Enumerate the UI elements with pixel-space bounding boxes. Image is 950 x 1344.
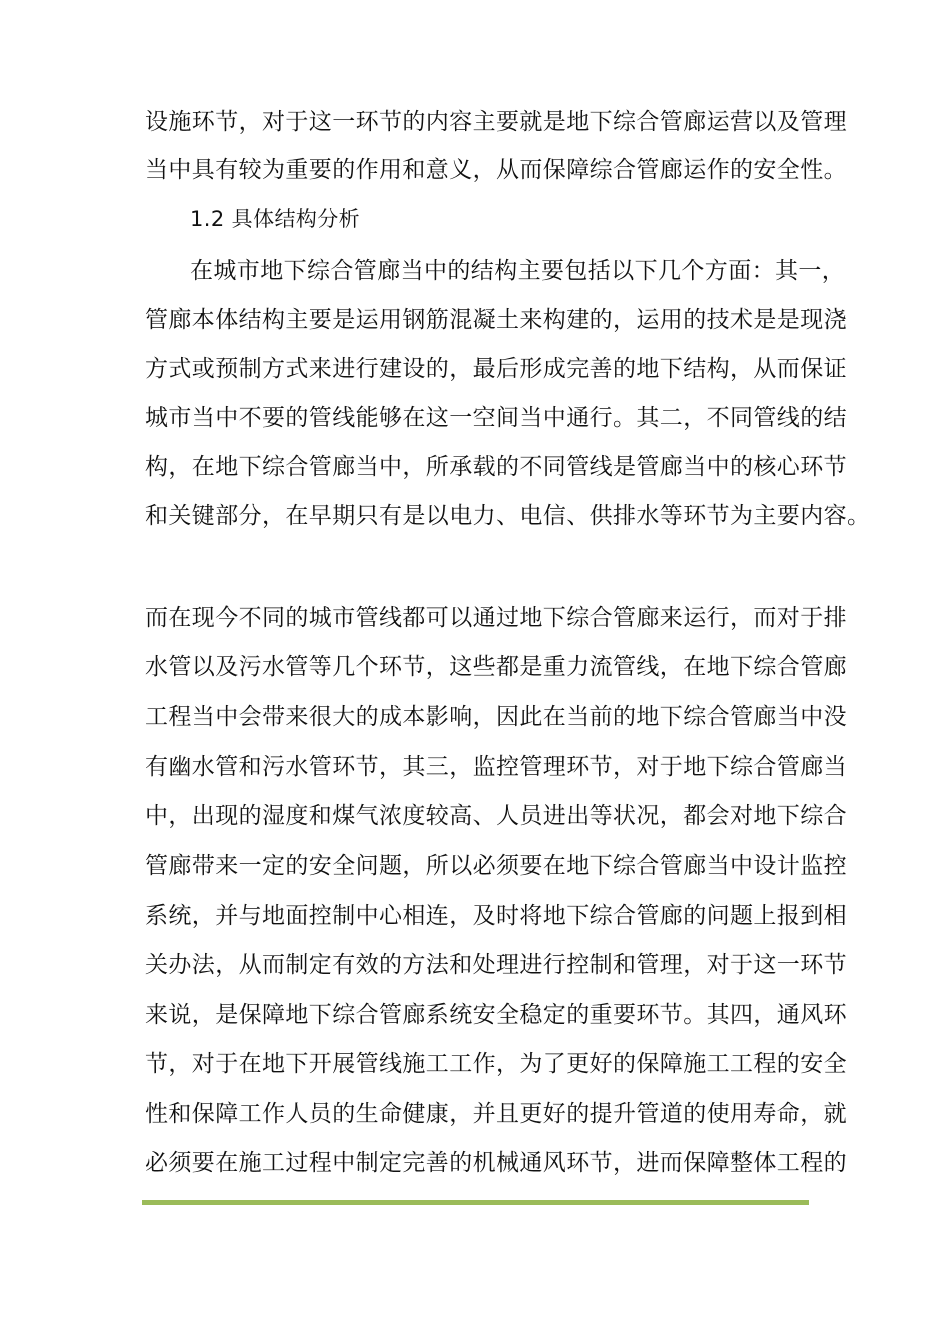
section-heading: 1.2 具体结构分析 [190, 207, 361, 231]
paragraph-line: 中，出现的湿度和煤气浓度较高、人员进出等状况，都会对地下综合 [145, 803, 847, 829]
paragraph-line: 关办法，从而制定有效的方法和处理进行控制和管理，对于这一环节 [145, 952, 847, 978]
footer-rule [142, 1200, 809, 1205]
paragraph-line: 和关键部分，在早期只有是以电力、电信、供排水等环节为主要内容。 [145, 503, 871, 529]
paragraph-line: 在城市地下综合管廊当中的结构主要包括以下几个方面：其一， [190, 258, 846, 284]
paragraph-line: 而在现今不同的城市管线都可以通过地下综合管廊来运行，而对于排 [145, 605, 847, 631]
paragraph-line: 性和保障工作人员的生命健康，并且更好的提升管道的使用寿命，就 [145, 1101, 847, 1127]
paragraph-line: 管廊带来一定的安全问题，所以必须要在地下综合管廊当中设计监控 [145, 853, 847, 879]
paragraph-line: 来说，是保障地下综合管廊系统安全稳定的重要环节。其四，通风环 [145, 1002, 847, 1028]
paragraph-line: 有幽水管和污水管环节，其三，监控管理环节，对于地下综合管廊当 [145, 754, 847, 780]
paragraph-line: 管廊本体结构主要是运用钢筋混凝土来构建的，运用的技术是是现浇 [145, 307, 847, 333]
paragraph-line: 系统，并与地面控制中心相连，及时将地下综合管廊的问题上报到相 [145, 903, 847, 929]
paragraph-line: 构，在地下综合管廊当中，所承载的不同管线是管廊当中的核心环节 [145, 454, 847, 480]
paragraph-line: 节，对于在地下开展管线施工工作，为了更好的保障施工工程的安全 [145, 1051, 847, 1077]
paragraph-line: 设施环节，对于这一环节的内容主要就是地下综合管廊运营以及管理 [145, 109, 847, 135]
paragraph-line: 工程当中会带来很大的成本影响，因此在当前的地下综合管廊当中没 [145, 704, 847, 730]
paragraph-line: 当中具有较为重要的作用和意义，从而保障综合管廊运作的安全性。 [145, 157, 847, 183]
paragraph-line: 水管以及污水管等几个环节，这些都是重力流管线，在地下综合管廊 [145, 654, 847, 680]
paragraph-line: 城市当中不要的管线能够在这一空间当中通行。其二，不同管线的结 [145, 405, 847, 431]
paragraph-line: 必须要在施工过程中制定完善的机械通风环节，进而保障整体工程的 [145, 1150, 847, 1176]
paragraph-line: 方式或预制方式来进行建设的，最后形成完善的地下结构，从而保证 [145, 356, 847, 382]
